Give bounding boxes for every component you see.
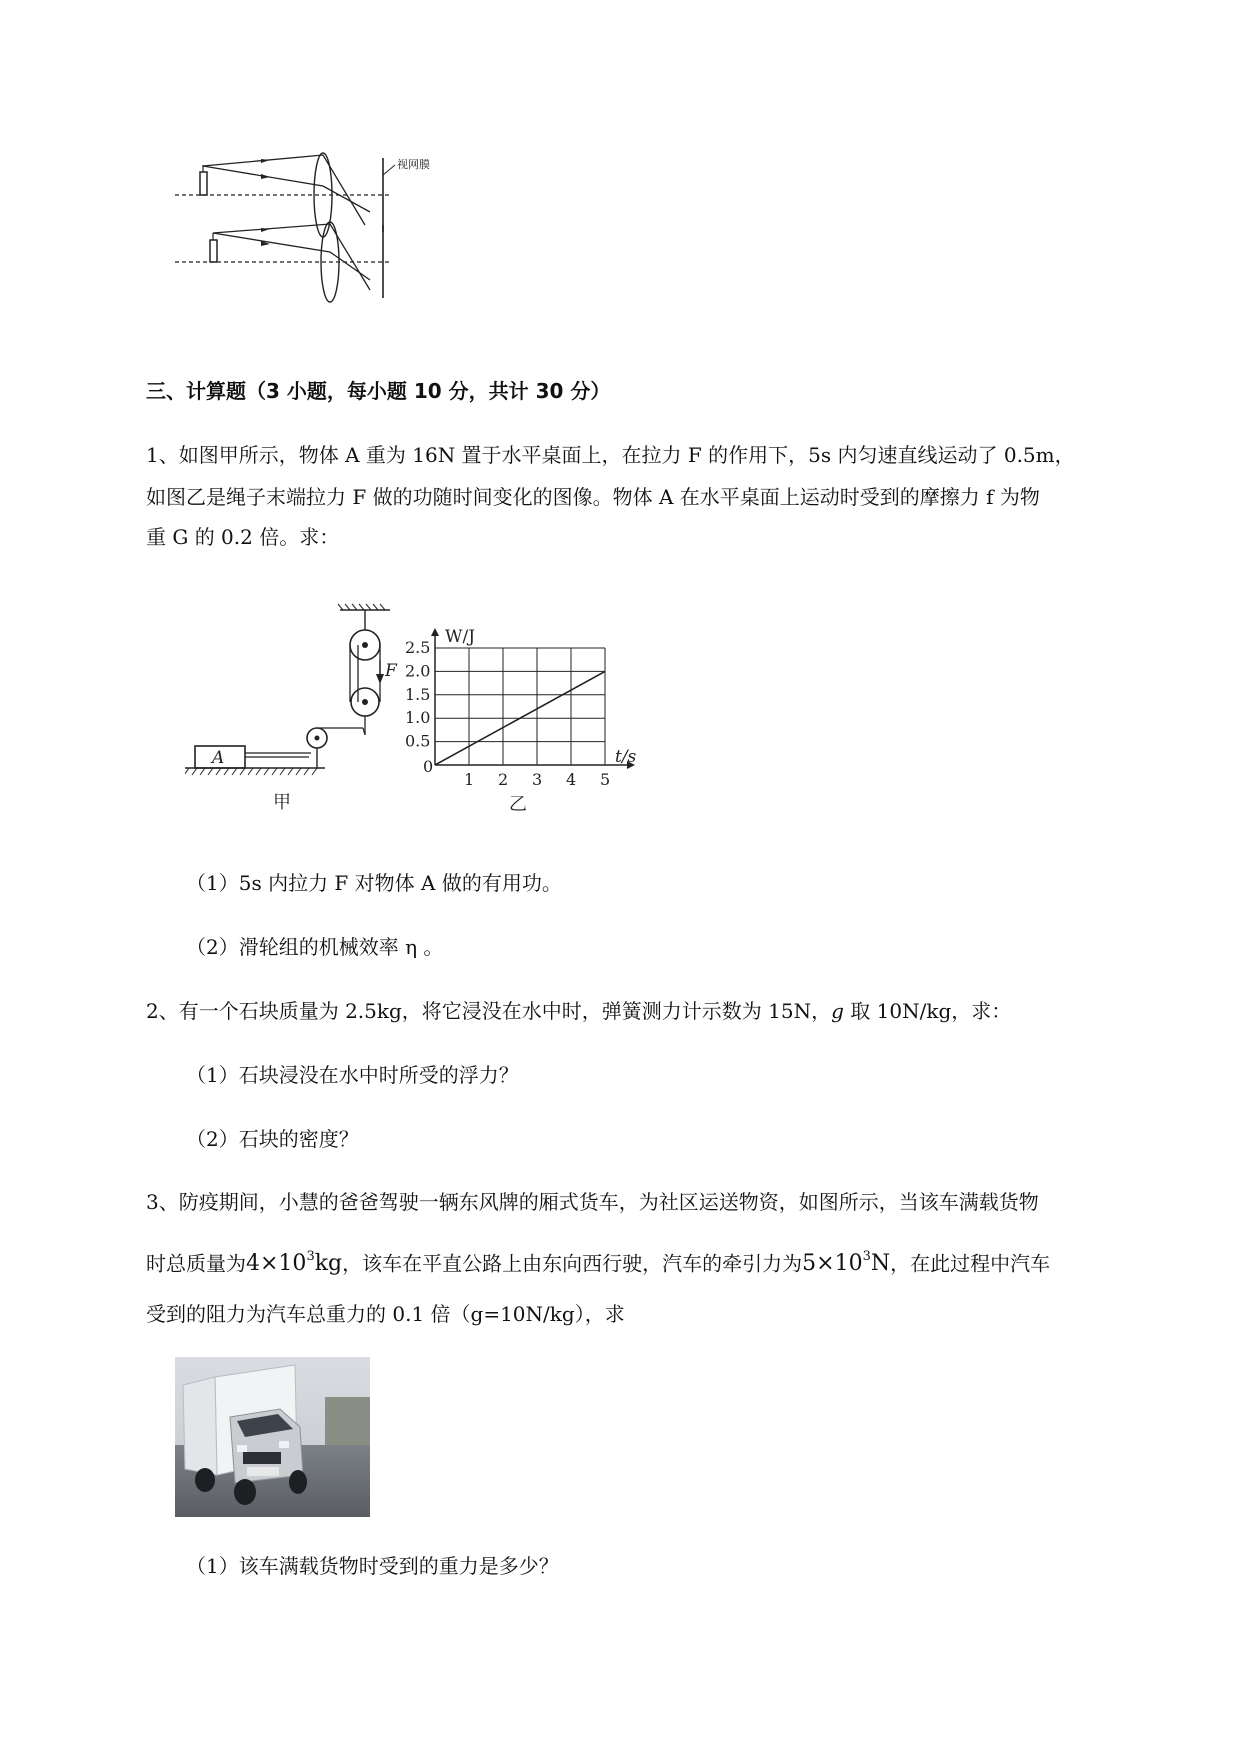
force-value: $5\times 10^3N$ [802,1249,891,1277]
work-time-chart [405,620,645,820]
retina-label: 视网膜 [397,158,430,171]
object-candle-top [200,172,207,195]
block-A-label: A [212,748,225,768]
y-tick-label: 2.5 [405,638,431,657]
x-tick-label: 2 [498,770,509,789]
x-tick-label: 3 [532,770,543,789]
q1-line-2: 如图乙是绳子末端拉力 F 做的功随时间变化的图像。物体 A 在水平桌面上运动时受到的摩擦力 f 为物 [146,485,1040,509]
y-tick-label: 1.0 [405,708,431,728]
caption-yi: 乙 [509,794,527,815]
q2-line-1-b: 取 10N/kg，求： [843,999,1012,1023]
mass-value: $4\times 10^3kg$ [246,1249,343,1277]
object-candle-bottom [210,240,217,262]
q2-line-1 [146,1001,1156,1021]
q3-line-2 [146,1246,1156,1277]
x-tick-label: 5 [600,770,611,789]
q3-line-1: 3、防疫期间，小慧的爸爸驾驶一辆东风牌的厢式货车，为社区运送物资，如图所示，当该车满载货物 [146,1190,1039,1214]
pulley-figure [185,600,410,815]
section-heading: 三、计算题（3 小题，每小题 10 分，共计 30 分） [146,379,611,403]
q2-line-1-a: 2、有一个石块质量为 2.5kg，将它浸没在水中时，弹簧测力计示数为 15N， [146,999,832,1023]
q3-line-2-a: 时总质量为 [146,1251,246,1276]
q3-sub-1: （1）该车满载货物时受到的重力是多少？ [186,1554,559,1578]
y-axis-label: W/J [445,627,476,647]
q1-line-3: 重 G 的 0.2 倍。求： [146,525,340,549]
optics-figure [170,150,450,340]
q1-sub-1: （1）5s 内拉力 F 对物体 A 做的有用功。 [186,871,562,895]
q3-line-2-b: ，该车在平直公路上由东向西行驶，汽车的牵引力为 [342,1251,803,1276]
x-axis-label: t/s [615,747,637,767]
truck-photo [175,1357,370,1517]
y-tick-label: 1.5 [405,684,431,704]
y-axis-arrow [431,628,439,636]
q2-sub-2: （2）石块的密度？ [186,1127,359,1151]
y-tick-label: 2.0 [405,661,431,681]
x-tick-label: 4 [566,770,577,789]
q1-sub-2: （2）滑轮组的机械效率 η 。 [186,935,444,959]
q3-line-3: 受到的阻力为汽车总重力的 0.1 倍（g=10N/kg），求 [146,1302,625,1326]
caption-jia: 甲 [273,792,291,813]
force-label-F: F [385,661,397,681]
origin-label: 0 [423,757,434,776]
g-symbol: g [831,999,844,1023]
y-tick-label: 0.5 [405,731,431,751]
q2-sub-1: （1）石块浸没在水中时所受的浮力？ [186,1063,519,1087]
q1-line-1: 1、如图甲所示，物体 A 重为 16N 置于水平桌面上，在拉力 F 的作用下，5s 内匀速直线运动了 0.5m， [146,443,1075,467]
x-tick-label: 1 [464,770,475,789]
q3-line-2-c: ，在此过程中汽车 [890,1251,1051,1276]
